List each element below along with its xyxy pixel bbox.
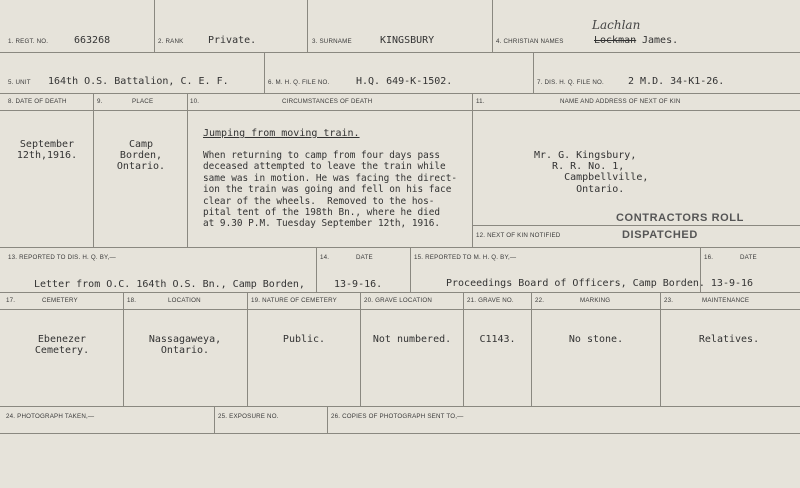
rule-r5-c xyxy=(360,292,361,406)
location-num: 18. xyxy=(127,297,137,304)
location-value: Nassagaweya, Ontario. xyxy=(148,334,222,357)
rule-r5-f xyxy=(660,292,661,406)
photograph-taken-label: 24. PHOTOGRAPH TAKEN,— xyxy=(6,413,95,420)
rule-row3-bottom xyxy=(0,247,800,248)
contractors-roll-stamp: CONTRACTORS ROLL xyxy=(616,212,744,224)
christian-names-label: 4. CHRISTIAN NAMES xyxy=(496,38,564,45)
rank-value: Private. xyxy=(208,35,257,46)
nature-cemetery-label: 19. NATURE OF CEMETERY xyxy=(251,297,337,304)
date-of-death-value: September 12th,1916. xyxy=(16,139,78,162)
rule-r4-a xyxy=(316,247,317,292)
next-of-kin-address: Mr. G. Kingsbury, R. R. No. 1, Campbellville, Ontario. xyxy=(534,150,649,195)
rule-row2-bottom xyxy=(0,93,800,94)
rule-r2-b xyxy=(533,52,534,93)
rule-r6-b xyxy=(327,406,328,433)
date14-num: 14. xyxy=(320,254,330,261)
regt-no-value: 663268 xyxy=(74,35,111,46)
surname-value: KINGSBURY xyxy=(380,35,435,46)
cemetery-label: CEMETERY xyxy=(42,297,78,304)
maintenance-value: Relatives. xyxy=(698,334,760,345)
reported-dishq-value: Letter from O.C. 164th O.S. Bn., Camp Borden, xyxy=(34,279,305,290)
circumstances-label: CIRCUMSTANCES OF DEATH xyxy=(282,98,373,105)
maintenance-label: MAINTENANCE xyxy=(702,297,750,304)
rule-r1-c xyxy=(492,0,493,52)
marking-value: No stone. xyxy=(568,334,624,345)
date-of-death-label: 8. DATE OF DEATH xyxy=(8,98,67,105)
cemetery-num: 17. xyxy=(6,297,16,304)
reported-mhq-label: 15. REPORTED TO M. H. Q. BY,— xyxy=(414,254,517,261)
rule-r1-b xyxy=(307,0,308,52)
rule-r3-c xyxy=(472,93,473,247)
location-label: LOCATION xyxy=(168,297,201,304)
place-num: 9. xyxy=(97,98,103,105)
grave-no-label: 21. GRAVE NO. xyxy=(467,297,514,304)
surname-label: 3. SURNAME xyxy=(312,38,352,45)
marking-num: 22. xyxy=(535,297,545,304)
rule-r2-a xyxy=(264,52,265,93)
circumstances-body: When returning to camp from four days pass deceased attempted to leave the train while same was in motion. He was facing the direct- ion the train was going and fell on his face clear of the wheels. Removed to the hos- pital tent of the 198th Bn., where he died at 9.30 P.M. Tuesday September 12th, 1916. xyxy=(203,150,457,230)
rule-r5-e xyxy=(531,292,532,406)
rank-label: 2. RANK xyxy=(158,38,184,45)
grave-no-value: C1143. xyxy=(479,334,516,345)
date16-label: DATE xyxy=(740,254,757,261)
place-value: Camp Borden, Ontario. xyxy=(116,139,166,173)
circumstances-num: 10. xyxy=(190,98,200,105)
reported-dishq-label: 13. REPORTED TO DIS. H. Q. BY,— xyxy=(8,254,116,261)
date14-label: DATE xyxy=(356,254,373,261)
rule-r1-a xyxy=(154,0,155,52)
grave-location-label: 20. GRAVE LOCATION xyxy=(364,297,433,304)
date16-num: 16. xyxy=(704,254,714,261)
rule-r3-b xyxy=(187,93,188,247)
rule-r6-a xyxy=(214,406,215,433)
next-of-kin-notified-label: 12. NEXT OF KIN NOTIFIED xyxy=(476,232,561,239)
date14-value: 13-9-16. xyxy=(334,279,383,290)
exposure-no-label: 25. EXPOSURE NO. xyxy=(218,413,279,420)
rule-row6-bottom xyxy=(0,433,800,434)
rule-row5-bottom xyxy=(0,406,800,407)
rule-r4-b xyxy=(410,247,411,292)
regt-no-label: 1. REGT. NO. xyxy=(8,38,49,45)
mhq-file-label: 6. M. H. Q. FILE NO. xyxy=(268,79,330,86)
unit-value: 164th O.S. Battalion, C. E. F. xyxy=(48,76,229,87)
nature-cemetery-value: Public. xyxy=(282,334,326,345)
rule-row5-header xyxy=(0,309,800,310)
rule-r5-b xyxy=(247,292,248,406)
christian-struck-name: Lockman xyxy=(594,35,637,46)
rule-r3-a xyxy=(93,93,94,247)
copies-sent-label: 26. COPIES OF PHOTOGRAPH SENT TO,— xyxy=(331,413,464,420)
rule-row3-header xyxy=(0,110,800,111)
mhq-file-value: H.Q. 649-K-1502. xyxy=(356,76,453,87)
maintenance-num: 23. xyxy=(664,297,674,304)
rule-row4-bottom xyxy=(0,292,800,293)
dishq-file-label: 7. DIS. H. Q. FILE NO. xyxy=(537,79,604,86)
dishq-file-value: 2 M.D. 34-K1-26. xyxy=(628,76,725,87)
rule-r5-d xyxy=(463,292,464,406)
rule-kin-notified xyxy=(472,225,800,226)
next-of-kin-label: NAME AND ADDRESS OF NEXT OF KIN xyxy=(560,98,681,105)
circumstances-title: Jumping from moving train. xyxy=(203,128,360,139)
unit-label: 5. UNIT xyxy=(8,79,31,86)
grave-location-value: Not numbered. xyxy=(372,334,452,345)
next-of-kin-num: 11. xyxy=(476,98,485,105)
christian-handwritten-correction: Lachlan xyxy=(592,18,641,32)
place-label: PLACE xyxy=(132,98,154,105)
marking-label: MARKING xyxy=(580,297,611,304)
cemetery-value: Ebenezer Cemetery. xyxy=(34,334,90,357)
rule-row1-bottom xyxy=(0,52,800,53)
reported-mhq-value: Proceedings Board of Officers, Camp Borden. 13-9-16 xyxy=(446,278,754,289)
dispatched-stamp: DISPATCHED xyxy=(622,229,698,241)
christian-name-rest: James. xyxy=(642,35,679,46)
